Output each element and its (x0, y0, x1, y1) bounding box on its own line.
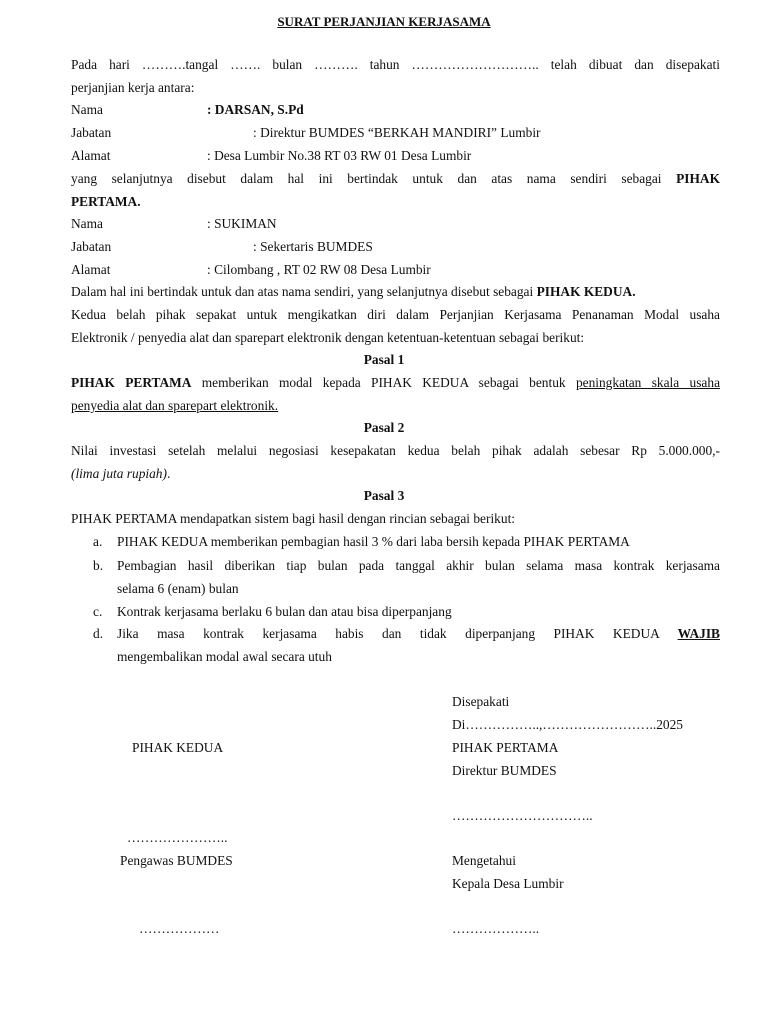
sig-dots-left-2: ……………… (139, 921, 220, 936)
list-item-text-cont: mengembalikan modal awal secara utuh (117, 649, 332, 664)
sig-direktur: Direktur BUMDES (452, 763, 557, 778)
party1-desc-end: . (137, 194, 141, 209)
intro-line-1: Pada hari ……….tangal ……. bulan ………. tahun ……………………….. telah dibuat dan disepakati (71, 57, 720, 72)
pasal2-heading: Pasal 2 (363, 420, 405, 435)
party1-jabatan-label: Jabatan (71, 125, 112, 140)
pasal3-intro: PIHAK PERTAMA mendapatkan sistem bagi hasil dengan rincian sebagai berikut: (71, 511, 516, 526)
party2-desc (71, 283, 636, 301)
party1-desc-bold-2: PERTAMA (71, 194, 138, 209)
pasal1-line-2: penyedia alat dan sparepart elektronik. (71, 398, 279, 413)
party2-jabatan-value: : Sekertaris BUMDES (253, 239, 373, 254)
list-item-bold: WAJIB (677, 626, 720, 641)
party1-desc-text: yang selanjutnya disebut dalam hal ini bertindak untuk dan atas nama sendiri sebagai (71, 171, 662, 186)
list-item-text (117, 625, 720, 643)
pasal1-underline-1: peningkatan skala usaha (575, 375, 721, 390)
party1-nama-label: Nama (71, 102, 103, 117)
list-item-text-part: Jika masa kontrak kerjasama habis dan tidak diperpanjang PIHAK KEDUA (117, 626, 660, 641)
list-item-text: Pembagian hasil diberikan tiap bulan pada tanggal akhir bulan selama masa kontrak kerjasama (117, 558, 720, 573)
party1-desc-line-1 (71, 170, 720, 188)
party2-jabatan-label: Jabatan (71, 239, 112, 254)
agreement-line-2: Elektronik / penyedia alat dan sparepart elektronik dengan ketentuan-ketentuan sebagai berikut: (71, 330, 585, 345)
sig-pengawas: Pengawas BUMDES (120, 853, 233, 868)
sig-pihak-kedua: PIHAK KEDUA (132, 740, 224, 755)
sig-disepakati: Disepakati (452, 694, 510, 709)
pasal1-text: memberikan modal kepada PIHAK KEDUA sebagai bentuk (201, 375, 566, 390)
sig-dots-right-1: ………………………….. (452, 808, 593, 823)
pasal2-line-1: Nilai investasi setelah melalui negosiasi kesepakatan kedua belah pihak adalah sebesar Rp 5.000.000,- (71, 443, 720, 458)
party2-alamat-value: : Cilombang , RT 02 RW 08 Desa Lumbir (207, 262, 431, 277)
party2-desc-bold: PIHAK KEDUA. (536, 284, 636, 299)
party1-alamat-label: Alamat (71, 148, 111, 163)
party1-desc-line-2 (71, 193, 141, 211)
pasal2-italic: (lima juta rupiah) (71, 466, 167, 481)
pasal1-bold: PIHAK PERTAMA (71, 375, 192, 390)
pasal1-line-1 (71, 374, 720, 392)
sig-mengetahui: Mengetahui (452, 853, 516, 868)
party1-nama-value: : DARSAN, S.Pd (207, 102, 304, 117)
sig-dots-left-1: ………………….. (127, 830, 228, 845)
list-marker: d. (93, 626, 104, 641)
sig-place-date: Di……………..,……………………..2025 (452, 717, 683, 732)
document-title: SURAT PERJANJIAN KERJASAMA (277, 14, 491, 29)
sig-kepala-desa: Kepala Desa Lumbir (452, 876, 564, 891)
party1-desc-bold: PIHAK (676, 171, 720, 186)
party2-desc-text: Dalam hal ini bertindak untuk dan atas nama sendiri, yang selanjutnya disebut sebagai (71, 284, 534, 299)
sig-pihak-pertama: PIHAK PERTAMA (452, 740, 559, 755)
list-marker: a. (93, 534, 103, 549)
party2-nama-label: Nama (71, 216, 103, 231)
party1-jabatan-value: : Direktur BUMDES “BERKAH MANDIRI” Lumbir (253, 125, 541, 140)
list-item-text: PIHAK KEDUA memberikan pembagian hasil 3 % dari laba bersih kepada PIHAK PERTAMA (117, 534, 630, 549)
list-marker: c. (93, 604, 103, 619)
party2-nama-value: : SUKIMAN (207, 216, 277, 231)
party1-alamat-value: : Desa Lumbir No.38 RT 03 RW 01 Desa Lumbir (207, 148, 472, 163)
party2-alamat-label: Alamat (71, 262, 111, 277)
pasal3-heading: Pasal 3 (363, 488, 405, 503)
sig-dots-right-2: ……………….. (452, 921, 540, 936)
pasal2-line-2 (71, 465, 170, 483)
list-item-text-cont: selama 6 (enam) bulan (117, 581, 239, 596)
pasal1-heading: Pasal 1 (363, 352, 405, 367)
agreement-line-1: Kedua belah pihak sepakat untuk mengikatkan diri dalam Perjanjian Kerjasama Penanaman Modal usaha (71, 307, 720, 322)
list-item-text: Kontrak kerjasama berlaku 6 bulan dan atau bisa diperpanjang (117, 604, 452, 619)
intro-line-2: perjanjian kerja antara: (71, 80, 195, 95)
list-marker: b. (93, 558, 104, 573)
pasal2-end: . (166, 466, 171, 481)
